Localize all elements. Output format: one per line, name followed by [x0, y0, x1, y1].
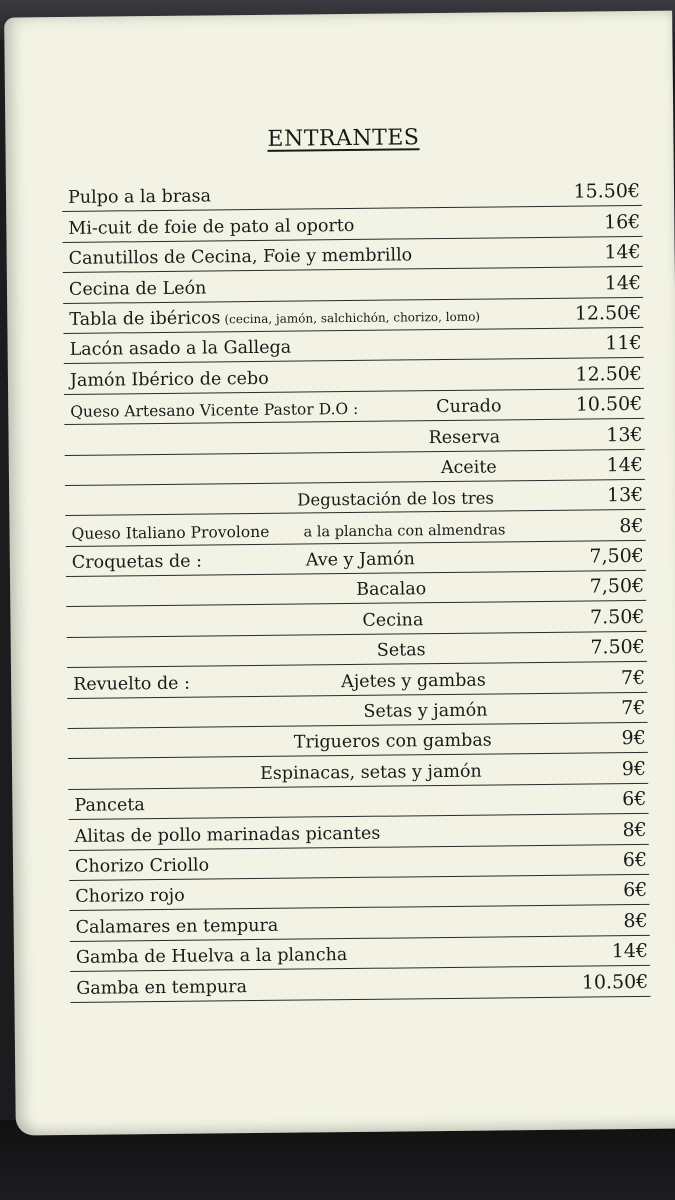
item-name: Cecina de León	[68, 278, 207, 300]
item-name: Chorizo Criollo	[74, 855, 210, 877]
item-price: 13€	[606, 484, 644, 507]
item-name: Calamares en tempura	[75, 915, 279, 938]
item-price: 15.50€	[573, 180, 641, 204]
item-name: Gamba en tempura	[76, 976, 248, 999]
item-price: 7€	[621, 696, 646, 720]
item-name: Mi-cuit de foie de pato al oporto	[68, 215, 355, 239]
item-price: 6€	[622, 848, 648, 872]
item-name: Queso Artesano Vicente Pastor D.O :	[70, 400, 359, 422]
item-name: Chorizo rojo	[75, 886, 185, 908]
item-name: Pulpo a la brasa	[67, 186, 212, 209]
item-price: 7.50€	[590, 636, 645, 659]
item-name: Alitas de pollo marinadas picantes	[74, 823, 381, 847]
section-title: ENTRANTES	[267, 125, 420, 152]
item-name: Croquetas de :	[71, 551, 203, 573]
item-price: 14€	[611, 940, 649, 963]
item-variant: Curado	[436, 396, 502, 418]
item-name: Tabla de ibéricos	[69, 308, 221, 330]
item-variant: Cecina	[362, 610, 424, 631]
item-price: 8€	[622, 818, 647, 841]
item-price: 10.50€	[575, 393, 643, 416]
menu-page	[4, 11, 675, 1136]
item-name: Jamón Ibérico de cebo	[69, 368, 269, 391]
item-price: 7€	[620, 666, 646, 689]
item-variant: Ave y Jamón	[305, 549, 416, 571]
item-price: 14€	[604, 271, 642, 294]
item-price: 7,50€	[589, 575, 645, 598]
item-name: Queso Italiano Provolone	[71, 522, 270, 543]
item-variant: Setas y jamón	[363, 700, 488, 722]
item-variant: Trigueros con gambas	[293, 730, 492, 754]
item-price: 9€	[621, 727, 646, 750]
item-price: 6€	[622, 788, 647, 811]
item-price: 14€	[604, 241, 641, 264]
item-price: 14€	[606, 453, 643, 477]
item-note: (cecina, jamón, salchichón, chorizo, lomo)	[224, 309, 481, 327]
item-price: 7.50€	[589, 605, 645, 629]
item-name: Lacón asado a la Gallega	[69, 337, 292, 361]
item-price: 12.50€	[575, 362, 643, 386]
item-price: 16€	[603, 210, 641, 234]
item-price: 6€	[623, 879, 648, 902]
item-variant: Espinacas, setas y jamón	[259, 761, 482, 784]
item-variant: Ajetes y gambas	[341, 670, 486, 692]
item-price: 7,50€	[589, 545, 644, 568]
item-name: Revuelto de :	[73, 673, 191, 695]
menu-item	[70, 966, 650, 1002]
item-price: 9€	[621, 757, 647, 780]
item-price: 13€	[606, 423, 643, 446]
item-name-with-note	[69, 306, 480, 330]
item-variant: Aceite	[440, 457, 497, 478]
item-name: Gamba de Huelva a la plancha	[75, 945, 348, 969]
item-price: 8€	[623, 909, 648, 932]
item-name: Canutillos de Cecina, Foie y membrillo	[68, 245, 413, 270]
menu-list	[62, 176, 651, 1003]
item-price: 12.50€	[574, 301, 642, 325]
item-variant: Setas	[376, 640, 426, 661]
item-variant: a la plancha con almendras	[303, 522, 506, 541]
item-variant: Degustación de los tres	[297, 488, 495, 510]
item-variant: Reserva	[428, 426, 501, 448]
item-price: 8€	[619, 514, 644, 537]
item-name: Panceta	[74, 795, 145, 817]
item-variant: Bacalao	[356, 579, 427, 601]
item-price: 10.50€	[581, 970, 649, 994]
item-price: 11€	[605, 332, 642, 355]
